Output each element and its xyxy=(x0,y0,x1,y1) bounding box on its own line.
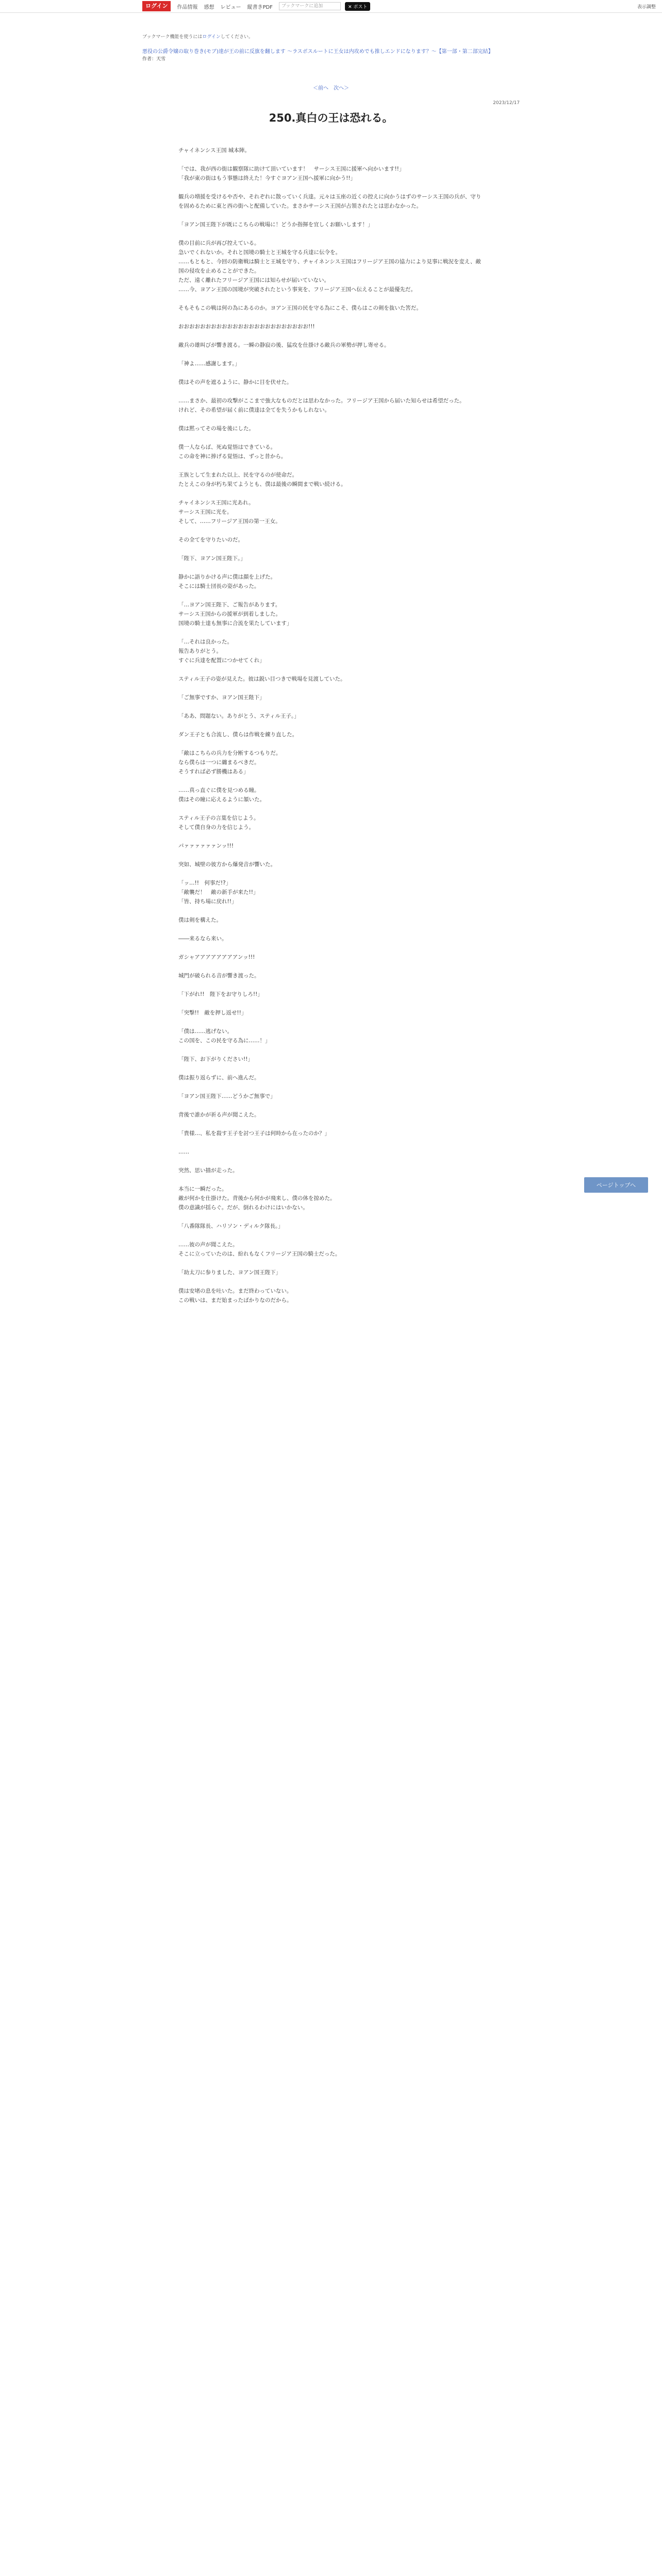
paragraph: この国を、この民を守る為に……！」 xyxy=(178,1038,271,1044)
paragraph: 静かに語りかける声に僕は顔を上げた。 xyxy=(178,574,276,580)
paragraph: 僕の意識が揺らぐ。だが、倒れるわけにはいかない。 xyxy=(178,1205,308,1211)
paragraph: 「我が東の街はもう事態は終えた！今すぐヨアン王国へ援軍に向かう!!」 xyxy=(178,175,356,181)
paragraph-gap xyxy=(178,1212,484,1222)
paragraph: ――来るなら来い。 xyxy=(178,936,227,942)
nav-item-reviews[interactable]: レビュー xyxy=(220,4,241,10)
paragraph-gap xyxy=(178,628,484,637)
paragraph-gap xyxy=(178,183,484,192)
x-post-button[interactable]: ✕ ポスト xyxy=(345,2,370,11)
paragraph-gap xyxy=(178,943,484,953)
paragraph-gap xyxy=(178,999,484,1008)
notice-suffix: してください。 xyxy=(220,35,253,40)
paragraph: そして僕自身の力を信じよう。 xyxy=(178,824,254,831)
publish-date: 2023/12/17 xyxy=(493,100,520,106)
paragraph: 本当に一瞬だった。 xyxy=(178,1186,227,1192)
paragraph-gap xyxy=(178,721,484,730)
paragraph: そこに立っていたのは、紛れもなくフリージア王国の騎士だった。 xyxy=(178,1251,341,1257)
paragraph: そもそもこの戦は何の為にあるのか。ヨアン王国の民を守る為にこそ、僕らはこの剣を抜いた筈だ。 xyxy=(178,305,422,311)
paragraph: ……今、ヨアン王国の国境が突破されたという事実を、フリージア王国へ伝えることが最優先だ。 xyxy=(178,286,416,293)
paragraph: ただ、遠く離れたフリージア王国には知らせが届いていない。 xyxy=(178,277,330,283)
paragraph: 王族として生まれた以上、民を守るのが使命だ。 xyxy=(178,472,297,478)
paragraph-gap xyxy=(178,331,484,341)
paragraph-gap xyxy=(178,832,484,841)
paragraph: 「ああ、問題ない。ありがとう、スティル王子。」 xyxy=(178,713,300,719)
paragraph-gap xyxy=(178,776,484,786)
paragraph-gap xyxy=(178,211,484,220)
paragraph: 突然、思い描が走った。 xyxy=(178,1167,238,1174)
paragraph: そこには騎士団長の姿があった。 xyxy=(178,583,260,589)
paragraph: すぐに兵達を配置につかせてくれ」 xyxy=(178,657,265,664)
page-top-button[interactable]: ページトップへ xyxy=(584,1177,648,1193)
paragraph: 「では、我が西の街は観察隊に助けて頂いています！ サーシス王国に援軍へ向かいます!!」 xyxy=(178,166,405,172)
paragraph: 僕の目前に兵が再び控えている。 xyxy=(178,240,260,246)
paragraph-gap xyxy=(178,1157,484,1166)
paragraph-gap xyxy=(178,925,484,934)
paragraph-gap xyxy=(178,155,484,164)
paragraph: 僕は振り返らずに、前へ進んだ。 xyxy=(178,1075,260,1081)
paragraph: 僕は剣を構えた。 xyxy=(178,917,222,923)
paragraph: チャイネンシス王国 城本陣。 xyxy=(178,147,250,154)
paragraph: ……真っ直ぐに僕を見つめる瞳。 xyxy=(178,787,260,793)
paragraph: 僕は黙ってその場を後にした。 xyxy=(178,426,254,432)
paragraph: 「僕は……逃げない。 xyxy=(178,1028,233,1035)
paragraph-gap xyxy=(178,1277,484,1286)
paragraph-gap xyxy=(178,1231,484,1240)
paragraph-gap xyxy=(178,739,484,749)
paragraph-gap xyxy=(178,1045,484,1055)
paragraph-gap xyxy=(178,229,484,239)
paragraph: ガシャアアアアアアアアンッ!!! xyxy=(178,954,255,960)
paragraph: 敵兵の雄叫びが響き渡る。一瞬の静寂の後、猛攻を仕掛ける敵兵の軍勢が押し寄せる。 xyxy=(178,342,390,348)
top-bar xyxy=(0,0,662,13)
paragraph: サーシス王国に光を。 xyxy=(178,509,233,515)
paragraph: 「ヨアン国王陛下が既にこちらの戦場に！どうか指揮を宜しくお願いします！」 xyxy=(178,222,373,228)
paragraph: 僕は安堵の息を吐いた。まだ終わっていない。 xyxy=(178,1288,292,1294)
paragraph: そうすれば必ず勝機はある」 xyxy=(178,769,249,775)
paragraph: 突如、城壁の彼方から爆発音が響いた。 xyxy=(178,861,276,868)
paragraph: 「貴様…、私を殺す王子を討つ王子は何時から在ったのか？」 xyxy=(178,1130,330,1137)
paragraph: ダン王子とも合流し、僕らは作戦を練り直した。 xyxy=(178,732,298,738)
paragraph: 観兵の増援を受けるや否や、それぞれに散っていく兵達。元々は玉座の近くの控えに向かうはずのサーシス王国の兵が、守りを固めるために東と西の街へと配備していた。まさかサーシス王国が占領されたとは思わなかった。 xyxy=(178,194,482,209)
paragraph: 「ヨアン国王陛下……どうかご無事で」 xyxy=(178,1093,276,1099)
paragraph-gap xyxy=(178,368,484,378)
paragraph: 「突撃!! 敵を押し返せ!!」 xyxy=(178,1010,247,1016)
nav-item-info[interactable]: 作品情報 xyxy=(177,4,198,10)
paragraph: 「敵襲だ！ 敵の新手が来た!!」 xyxy=(178,889,259,895)
paragraph: 背後で誰かが祈る声が聞こえた。 xyxy=(178,1112,260,1118)
paragraph-gap xyxy=(178,1082,484,1092)
paragraph-gap xyxy=(178,851,484,860)
notice-login-link[interactable]: ログイン xyxy=(202,35,221,40)
paragraph: 「陛下、ヨアン国王陛下。」 xyxy=(178,555,246,562)
paragraph: 「神よ……感謝します。」 xyxy=(178,361,240,367)
paragraph: 「八番隊隊長、ハリソン・ディルク隊長。」 xyxy=(178,1223,284,1229)
paragraph-gap xyxy=(178,906,484,916)
paragraph: 「…それは良かった。 xyxy=(178,639,233,645)
paragraph: スティル王子の姿が見えた。彼は鋭い目つきで戦場を見渡していた。 xyxy=(178,676,346,682)
paragraph: チャイネンシス王国に光あれ。 xyxy=(178,500,254,506)
paragraph-gap xyxy=(178,665,484,674)
paragraph-gap xyxy=(178,433,484,443)
novel-body xyxy=(178,146,484,1305)
paragraph-gap xyxy=(178,1120,484,1129)
paragraph: 城門が破られる音が響き渡った。 xyxy=(178,973,260,979)
top-nav xyxy=(171,2,370,11)
paragraph: ……まさか、最初の攻撃がここまで強大なものだとは思わなかった。フリージア王国から届いた知らせは希望だった。 xyxy=(178,398,465,404)
paragraph: スティル王子の言葉を信じよう。 xyxy=(178,815,259,821)
paragraph: 敵が何かを仕掛けた。背後から何かが飛来し、僕の体を掠めた。 xyxy=(178,1195,336,1201)
paragraph: 僕一人ならば、死ぬ覚悟はできている。 xyxy=(178,444,276,450)
paragraph: おおおおおおおおおおおおおおおおおおおおおおおお!!! xyxy=(178,324,315,330)
bookmark-notice xyxy=(142,34,520,41)
paragraph: 報告ありがとう。 xyxy=(178,648,222,654)
paragraph: 僕はその瞳に応えるように頷いた。 xyxy=(178,796,265,803)
paragraph-gap xyxy=(178,489,484,498)
paragraph-gap xyxy=(178,461,484,470)
display-settings-link[interactable]: 表示調整 xyxy=(637,5,656,10)
paragraph-gap xyxy=(178,294,484,303)
paragraph: …… xyxy=(178,1149,189,1155)
nav-item-pdf[interactable]: 縦書きPDF xyxy=(247,4,273,10)
paragraph: ……彼の声が聞こえた。 xyxy=(178,1242,238,1248)
login-button[interactable]: ログイン xyxy=(142,1,171,11)
content-area xyxy=(142,15,520,1305)
paragraph: サーシス王国からの援軍が到着しました。 xyxy=(178,611,281,617)
novel-title-link[interactable]: 悪役の公爵令嬢の取り巻き(モブ)達が王の前に反旗を翻します ～ラスボスルートに王女は内攻めでも推しエンドになります？～【第一部・第二部完結】 xyxy=(142,49,493,55)
paragraph: なら僕らは一つに纏まるべきだ。 xyxy=(178,759,260,766)
paragraph: 「皆、持ち場に戻れ!!」 xyxy=(178,899,237,905)
bottom-fade xyxy=(0,2514,662,2576)
paragraph-gap xyxy=(178,545,484,554)
paragraph-gap xyxy=(178,387,484,396)
paragraph: 急いでくれないか。それと国境の騎士と王城を守る兵達に伝令を。 xyxy=(178,249,341,256)
episode-pager[interactable]: ＜前へ 次へ＞ xyxy=(313,86,349,91)
paragraph-gap xyxy=(178,415,484,424)
paragraph-gap xyxy=(178,1259,484,1268)
paragraph-gap xyxy=(178,869,484,878)
paragraph: 「敵はこちらの兵力を分断するつもりだ。 xyxy=(178,750,282,756)
paragraph: パァァァァァァンッ!!! xyxy=(178,843,234,849)
notice-text: ブックマーク機能を使うには xyxy=(142,35,203,40)
paragraph-gap xyxy=(178,702,484,711)
paragraph: けれど、その希望が届く前に僕達は全てを失うかもしれない。 xyxy=(178,407,330,413)
paragraph: そして、……フリージア王国の第一王女。 xyxy=(178,518,281,524)
paragraph-gap xyxy=(178,591,484,600)
paragraph: 「ご無事ですか、ヨアン国王陛下」 xyxy=(178,694,265,701)
paragraph-gap xyxy=(178,684,484,693)
paragraph: 「下がれ!! 陛下をお守りしろ!!」 xyxy=(178,991,263,997)
paragraph: たとえこの身が朽ち果てようとも、僕は最後の瞬間まで戦い続ける。 xyxy=(178,481,346,487)
paragraph: ……もともと、今回の防衛戦は騎士と王城を守り、チャイネンシス王国はフリージア王国の協力により見事に戦況を変え、敵国の侵攻を止めることができた。 xyxy=(178,259,481,274)
paragraph: 「ッ…!! 何事だ!?」 xyxy=(178,880,231,886)
paragraph-gap xyxy=(178,1138,484,1147)
paragraph: この命を神に捧げる覚悟は、ずっと昔から。 xyxy=(178,453,287,460)
paragraph-gap xyxy=(178,526,484,535)
paragraph: この戦いは、まだ始まったばかりなのだから。 xyxy=(178,1297,292,1303)
paragraph: 国境の騎士達も無事に合流を果たしています」 xyxy=(178,620,292,626)
paragraph: 「助太刀に参りました、ヨアン国王陛下」 xyxy=(178,1269,282,1276)
paragraph: 「…ヨアン国王陛下、ご報告があります。 xyxy=(178,602,281,608)
paragraph-gap xyxy=(178,1101,484,1110)
paragraph: 「陛下、お下がりください!!」 xyxy=(178,1056,253,1062)
paragraph-gap xyxy=(178,1018,484,1027)
paragraph-gap xyxy=(178,1175,484,1184)
paragraph: 僕はその声を遮るように、静かに目を伏せた。 xyxy=(178,379,292,385)
paragraph-gap xyxy=(178,980,484,990)
paragraph-gap xyxy=(178,962,484,971)
nav-item-review[interactable]: 感想 xyxy=(204,4,214,10)
paragraph: その全てを守りたいのだ。 xyxy=(178,537,243,543)
bookmark-add-button[interactable]: ブックマークに追加 xyxy=(279,2,341,10)
paragraph-gap xyxy=(178,563,484,572)
paragraph-gap xyxy=(178,313,484,322)
paragraph-gap xyxy=(178,1064,484,1073)
paragraph-gap xyxy=(178,804,484,814)
episode-title: 250.真白の王は恐れる。 xyxy=(269,112,393,124)
author-name[interactable]: 作者：天雪 xyxy=(142,57,166,62)
paragraph-gap xyxy=(178,350,484,359)
